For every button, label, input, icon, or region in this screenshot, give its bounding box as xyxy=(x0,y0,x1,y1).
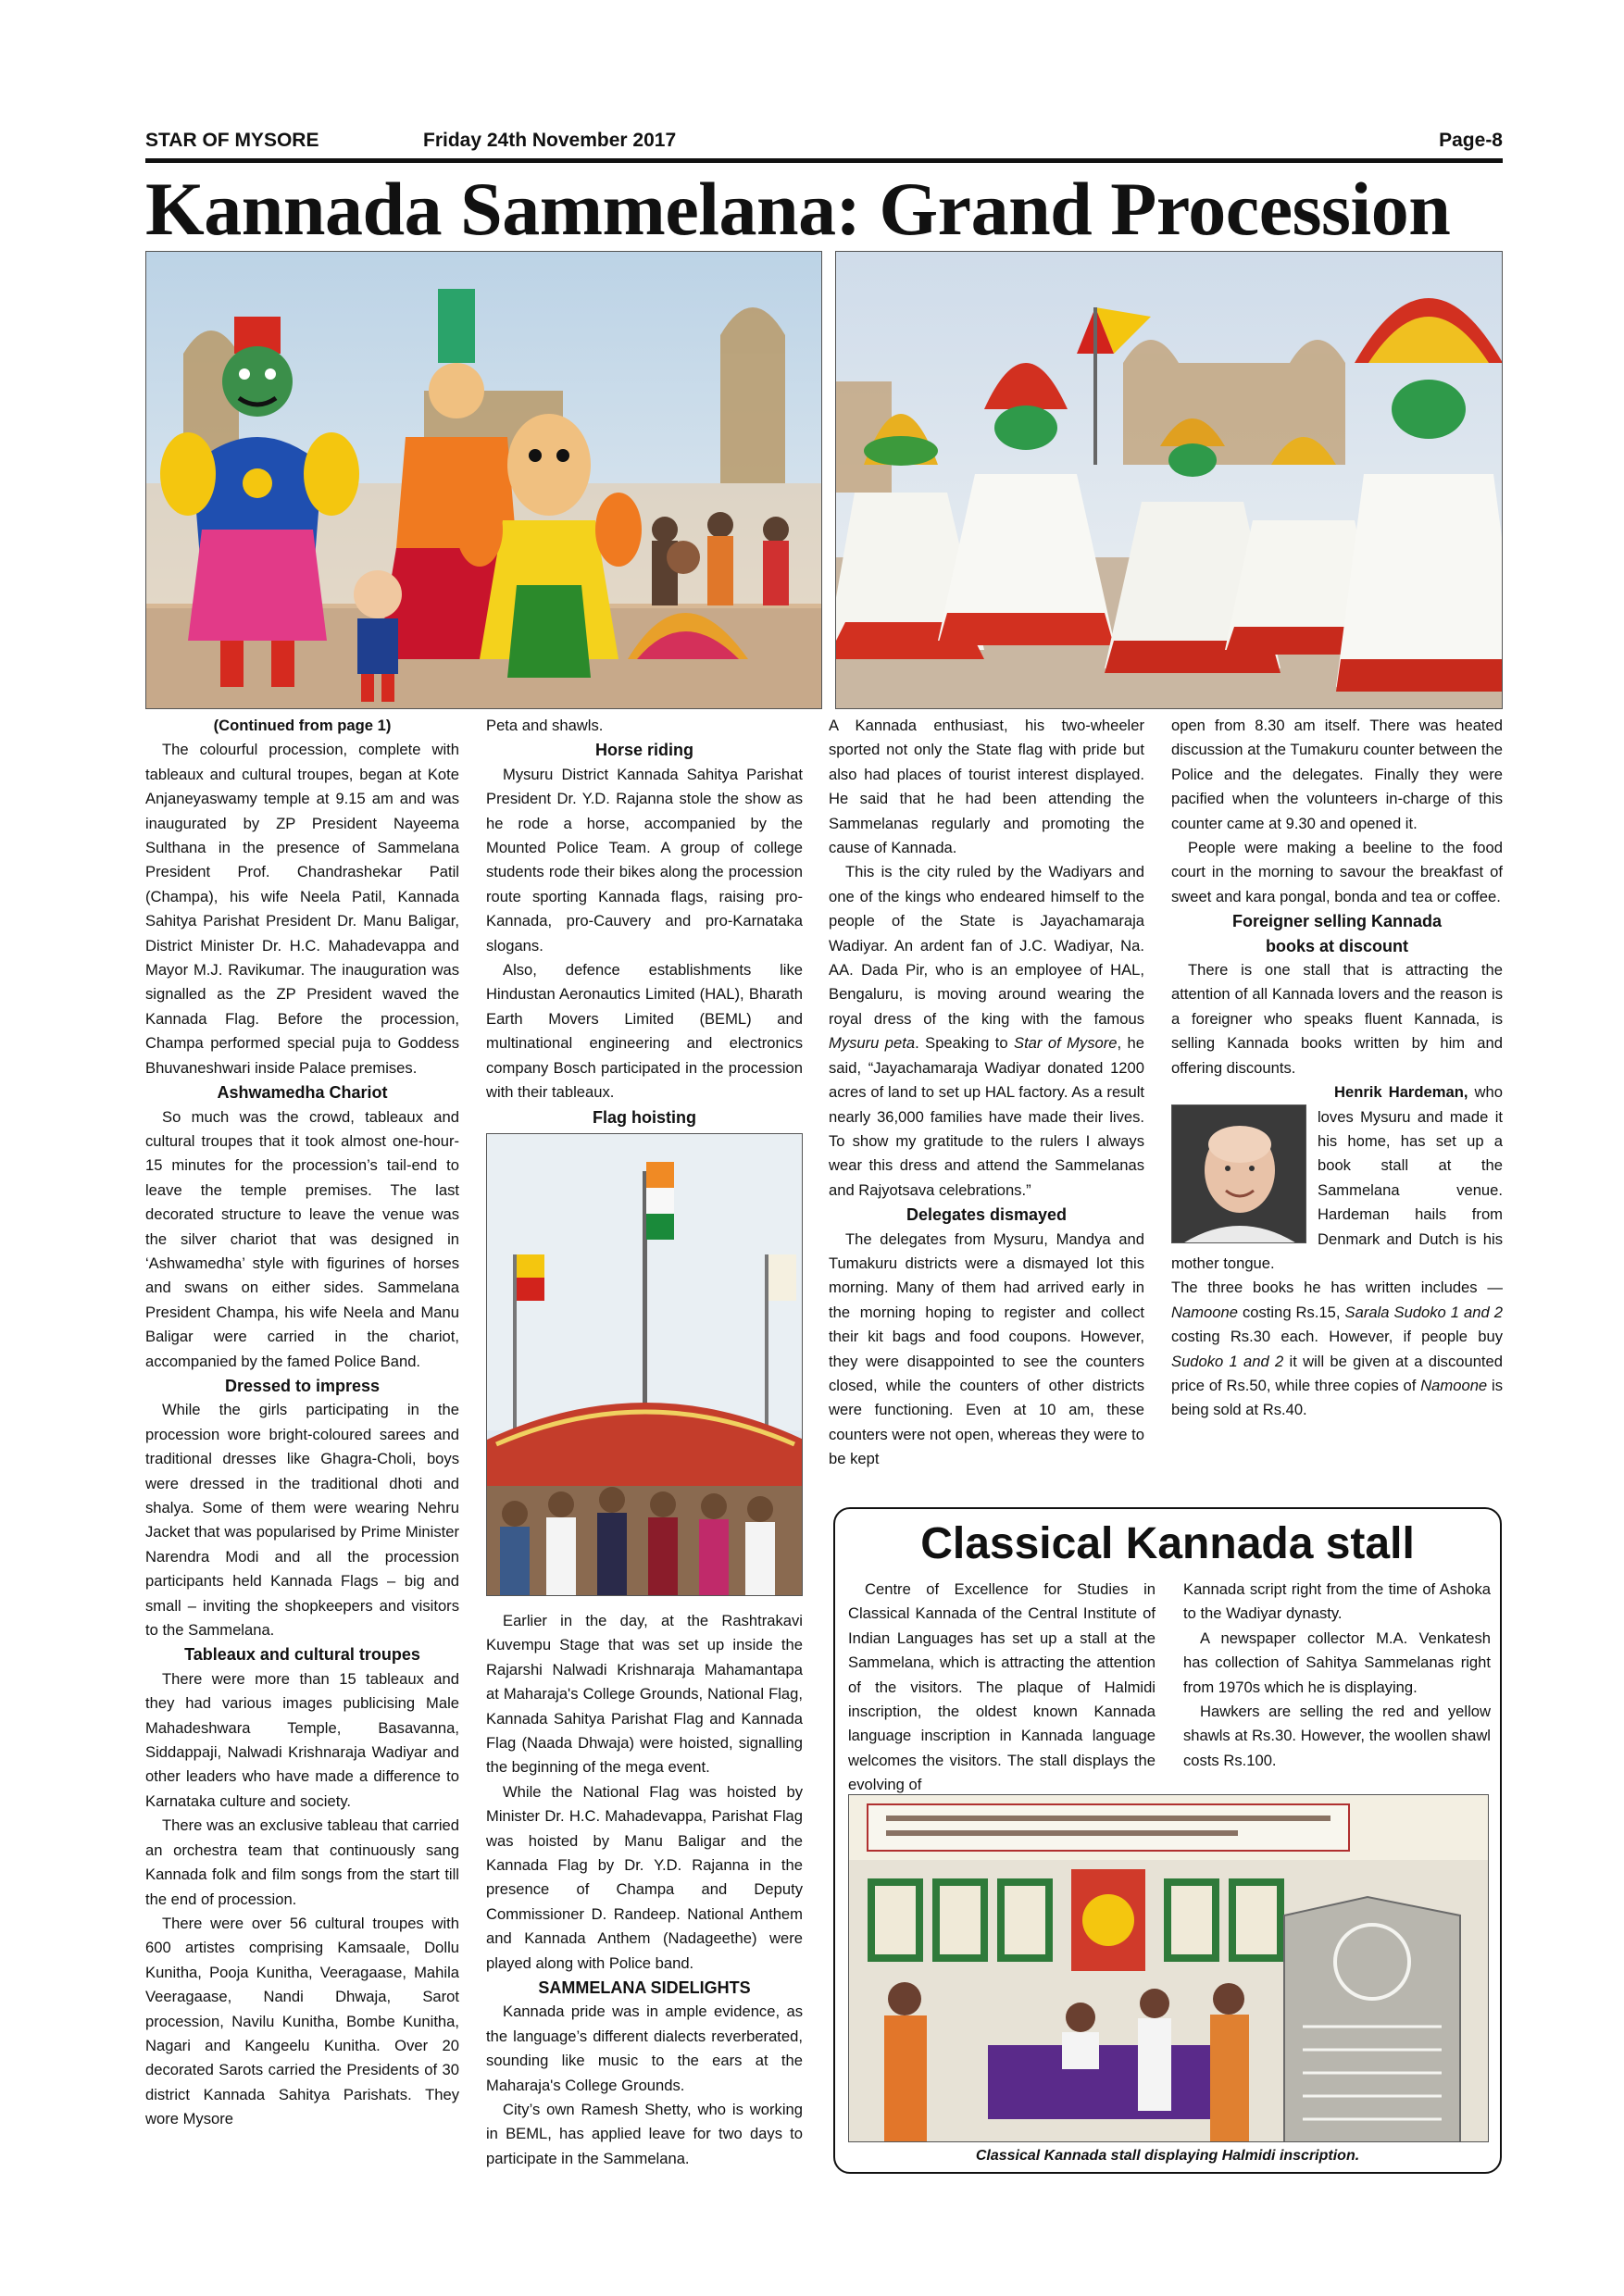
stall-box-title: Classical Kannada stall xyxy=(920,1519,1415,1568)
col4-text: is being sold at Rs.40. xyxy=(1171,1376,1503,1419)
subhead-horse-riding: Horse riding xyxy=(594,741,693,760)
col2-paragraph: Earlier in the day, at the Rashtrakavi Kuvempu Stage that was set up inside the Rajarshi Nalwadi Krishnaraja Mahamantapa at Maharaja's College Grounds, National Flag, Kannada Sahitya Parishat Flag and Kannada Flag (Naada Dhwaja) were hoisted, signalling the beginning of the mega event. xyxy=(486,1611,803,1777)
col3-italic: Mysuru peta xyxy=(829,1034,916,1053)
col4-text: it will be given at a discounted price of Rs.50, while three copies of xyxy=(1171,1352,1503,1394)
stall-paragraph: A newspaper collector M.A. Venkatesh has collection of Sahitya Sammelanas right from 1970s which he is displaying. xyxy=(1183,1628,1491,1696)
subhead-foreigner xyxy=(1171,909,1503,958)
col3-paragraph: The delegates from Mysuru, Mandya and Tumakuru districts were a dismayed lot this morning. Many of them had arrived early in the morning hoping to register and collect their kit bags and food coupons. However, they were disappointed to see the counters closed, while the counters of other districts were functioning. Even at 10 am, these counters were not open, whereas they were to be kept xyxy=(829,1229,1144,1468)
masthead xyxy=(145,130,1503,157)
col4-paragraph xyxy=(1171,1276,1503,1422)
book-title: Namoone xyxy=(1420,1376,1488,1394)
subhead-dressed: Dressed to impress xyxy=(224,1376,381,1395)
col4-text: costing Rs.15, xyxy=(1237,1303,1341,1321)
col4-paragraph: People were making a beeline to the food court in the morning to savour the breakfast of sweet and kara pongal, bonda and tea or coffee. xyxy=(1171,839,1503,905)
stall-column-1 xyxy=(848,1578,1156,1798)
subhead-delegates: Delegates dismayed xyxy=(906,1205,1068,1225)
col1-paragraph: There was an exclusive tableau that carried an orchestra team that continuously sang Kannada folk and film songs from the start till the end of procession. xyxy=(145,1816,459,1908)
stall-paragraph: Kannada script right from the time of Ashoka to the Wadiyar dynasty. xyxy=(1183,1580,1491,1623)
flag-hoisting-illustration xyxy=(487,1134,803,1596)
puppets-illustration xyxy=(146,252,822,709)
subhead-flag-hoisting: Flag hoisting xyxy=(593,1107,696,1127)
book-title: Namoone xyxy=(1171,1303,1238,1321)
col1-paragraph: There were over 56 cultural troupes with 600 artistes comprising Kamsaale, Dollu Kunitha, Pooja Kunitha, Veeragaase, Mahila Veeragaase, Nandi Dhwaja, Sarot procession, Navilu Kunitha, Bombe Kunitha, Nagari and Kangeelu Kunitha. Over 20 decorated Sarots carried the Presidents of 30 district Kannada Sahitya Parishats. They wore Mysore xyxy=(145,1914,459,2128)
continued-note: (Continued from page 1) xyxy=(213,717,392,734)
book-title: Sarala Sudoko 1 and 2 xyxy=(1344,1303,1503,1321)
col2-paragraph: City’s own Ramesh Shetty, who is working in BEML, has applied leave for two days to participate in the Sammelana. xyxy=(486,2101,803,2167)
col3-text: , he said, “Jayachamaraja Wadiyar donated 1200 acres of land to set up HAL factory. As a result nearly 36,000 families have made their lives. To show my gratitude to the rulers I always wear this dress and attend the Sammelanas and Rajyotsava celebrations.” xyxy=(829,1034,1144,1199)
stall-column-2 xyxy=(1183,1578,1491,1773)
col2-paragraph: Peta and shawls. xyxy=(486,717,604,734)
page-headline: Kannada Sammelana: Grand Procession xyxy=(145,167,1451,251)
photo-dancers xyxy=(835,251,1503,709)
article-column-2 xyxy=(486,714,803,2171)
subhead-line: books at discount xyxy=(1265,936,1408,955)
col4-text: The three books he has written includes — xyxy=(1171,1279,1503,1297)
subhead-line: Foreigner selling Kannada xyxy=(1231,912,1443,931)
photo-flag-hoisting xyxy=(486,1133,803,1596)
subhead-tableaux: Tableaux and cultural troupes xyxy=(184,1645,420,1665)
article-column-4 xyxy=(1171,714,1503,1423)
photo-hardeman xyxy=(1171,1104,1306,1243)
col4-paragraph: open from 8.30 am itself. There was heated discussion at the Tumakuru counter between the Police and the delegates. Finally they were pacified when the volunteers in-charge of this counter came at 9.30 and opened it. xyxy=(1171,717,1503,832)
paper-name: STAR OF MYSORE xyxy=(145,130,319,151)
book-title: Sudoko 1 and 2 xyxy=(1171,1352,1284,1370)
dancers-illustration xyxy=(836,252,1503,709)
portrait-illustration xyxy=(1172,1105,1306,1243)
col4-text: costing Rs.30 each. However, if people buy xyxy=(1171,1328,1503,1346)
subhead-ashwamedha: Ashwamedha Chariot xyxy=(217,1083,388,1103)
col1-paragraph: There were more than 15 tableaux and they had various images publicising Male Mahadeshwara Temple, Basavanna, Siddappaji, Nalwadi Krishnaraja Wadiyar and other leaders who have made a difference to Karnataka culture and society. xyxy=(145,1669,459,1810)
col3-text: This is the city ruled by the Wadiyars and one of the kings who endeared himself to the people of the State is Jayachamaraja Wadiyar. An ardent fan of J.C. Wadiyar, Na. AA. Dada Pir, who is an employee of HAL, Bengaluru, is moving around wearing the royal dress of the king with the famous xyxy=(829,863,1144,1028)
person-name: Henrik Hardeman, xyxy=(1334,1083,1468,1102)
col3-paragraph: A Kannada enthusiast, his two-wheeler sported not only the State flag with pride but also had places of tourist interest displayed. He said that he had been attending the Sammelanas regularly and promoting the cause of Kannada. xyxy=(829,717,1144,857)
stall-photo-caption: Classical Kannada stall displaying Halmidi inscription. xyxy=(975,2148,1360,2164)
article-column-3 xyxy=(829,714,1144,1472)
page-number: Page-8 xyxy=(1439,130,1503,151)
col3-text: . Speaking to xyxy=(915,1034,1008,1053)
stall-paragraph: Centre of Excellence for Studies in Classical Kannada of the Central Institute of Indian Languages has set up a stall at the Sammelana, which is attracting the attention of the visitors. The plaque of Halmidi inscription, the oldest known Kannada language inscription in Kannada language welcomes the visitors. The stall displays the evolving of xyxy=(848,1580,1156,1794)
col2-paragraph: Also, defence establishments like Hindustan Aeronautics Limited (HAL), Bharath Earth Movers Limited (BEML) and multinational engineering and electronics company Bosch participated in the procession with their tableaux. xyxy=(486,961,803,1102)
col4-text: who loves Mysuru and made it his home, has set up a book stall at the Sammelana venue. Hardeman hails from Denmark and Dutch is his mother tongue. xyxy=(1171,1083,1503,1272)
subhead-sidelights: SAMMELANA SIDELIGHTS xyxy=(538,1978,751,1997)
col1-paragraph: The colourful procession, complete with tableaux and cultural troupes, began at Kote Anjaneyaswamy temple at 9.15 am and was inaugurated by ZP President Nayeema Sulthana in the presence of Sammelana President Prof. Chandrashekar Patil (Champa), his wife Neela Patil, Kannada Sahitya Parishat President Dr. Manu Baligar, District Minister Dr. H.C. Mahadevappa and Mayor M.J. Ravikumar. The inauguration was signalled as the ZP President waved the Kannada Flag. Before the procession, Champa performed special puja to Goddess Bhuvaneshwari inside Palace premises. xyxy=(145,741,459,1077)
col1-paragraph: While the girls participating in the procession wore bright-coloured sarees and traditional dresses like Ghagra-Choli, boys were dressed in the traditional dhoti and shalya. Some of them were wearing Nehru Jacket that was popularised by Prime Minister Narendra Modi and all the procession participants held Kannada Flags – big and small – inviting the shopkeepers and visitors to the Sammelana. xyxy=(145,1401,459,1640)
col1-paragraph: So much was the crowd, tableaux and cultural troupes that it took almost one-hour-15 minutes for the procession’s tail-end to leave the temple premises. The last decorated structure to leave the venue was the silver chariot that was designed in ‘Ashwamedha’ style with figurines of horses and swans on either sides. Sammelana President Champa, his wife Neela and Manu Baligar were carried in the chariot, accompanied by the famed Police Band. xyxy=(145,1107,459,1370)
article-column-1 xyxy=(145,714,459,2132)
col3-paragraph xyxy=(829,860,1144,1203)
photo-stall xyxy=(848,1794,1489,2142)
col2-paragraph: Mysuru District Kannada Sahitya Parishat President Dr. Y.D. Rajanna stole the show as he rode a horse, accompanied by the Mounted Police Team. A group of college students rode their bikes along the procession route sporting Kannada flags, raising pro-Kannada, pro-Cauvery and pro-Karnataka slogans. xyxy=(486,765,803,955)
col2-paragraph: While the National Flag was hoisted by Minister Dr. H.C. Mahadevappa, Parishat Flag was hoisted by Manu Baligar and the Kannada Flag by Dr. Y.D. Rajanna in the presence of Champa and Deputy Commissioner D. Randeep. National Anthem and Kannada Anthem (Nadageethe) were played along with Police band. xyxy=(486,1782,803,1972)
stall-paragraph: Hawkers are selling the red and yellow shawls at Rs.30. However, the woollen shawl costs Rs.100. xyxy=(1183,1703,1491,1769)
issue-date: Friday 24th November 2017 xyxy=(423,130,677,151)
col4-paragraph: There is one stall that is attracting the attention of all Kannada lovers and the reason is a foreigner who speaks fluent Kannada, is selling Kannada books written by him and offering discounts. xyxy=(1171,961,1503,1077)
stall-illustration xyxy=(849,1795,1489,2142)
col2-paragraph: Kannada pride was in ample evidence, as the language’s different dialects reverberated, sounding like music to the ears at the Maharaja's College Grounds. xyxy=(486,2003,803,2094)
photo-puppets xyxy=(145,251,822,709)
stall-box xyxy=(833,1507,1502,2174)
col3-italic: Star of Mysore xyxy=(1014,1034,1118,1053)
